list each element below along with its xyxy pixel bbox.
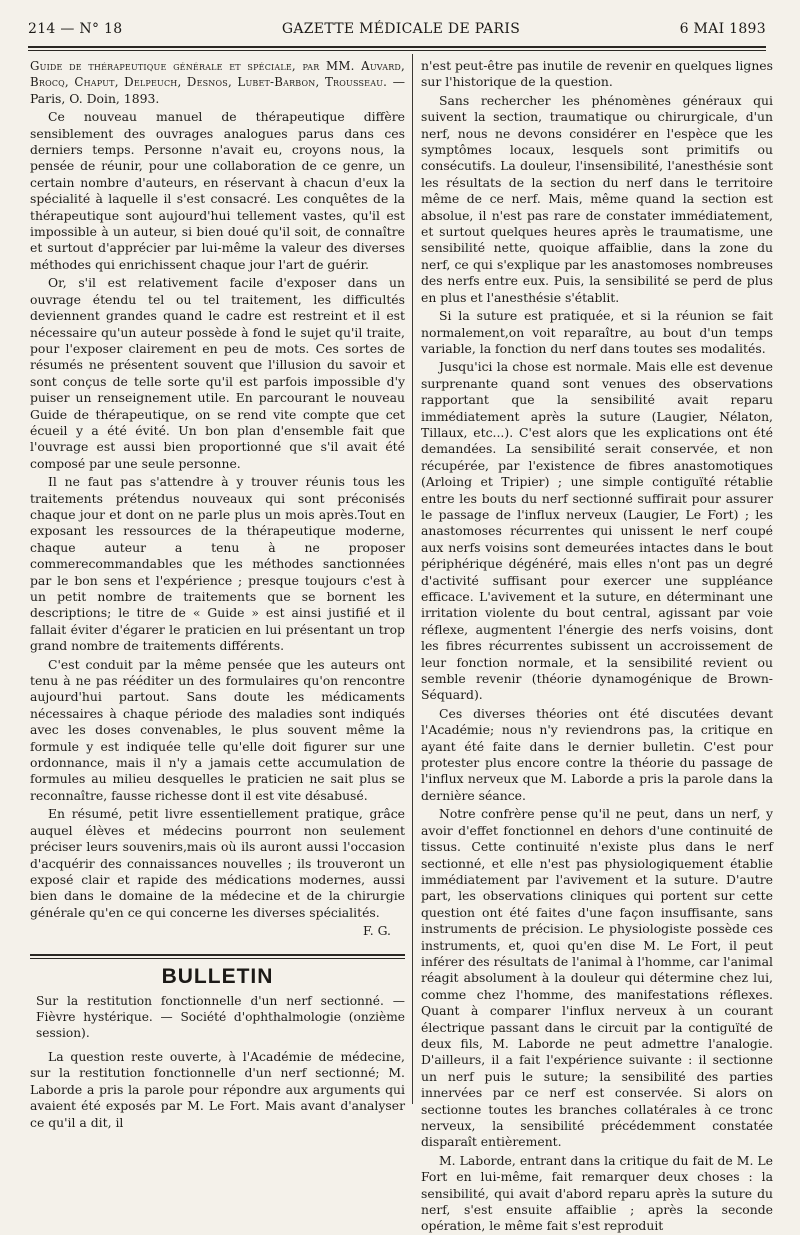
review-paragraph: Il ne faut pas s'attendre à y trouver réunis tous les traitements prétendus nouveaux qui sont préconisés chaque jour et dont on ne parle plus un mois après.Tout en exposant les ressources de la thérapeutique moderne, chaque auteur a tenu à ne proposer commerecommandables que les méthodes sanctionnées par le bon sens et l'expérience ; presque toujours c'est à un petit nombre de traitements que se bornent les descriptions; le titre de « Guide » est ainsi justifié et il fallait éviter d'égarer le praticien en lui présentant un trop grand nombre de traitements différents. [30, 474, 405, 654]
article-paragraph: n'est peut-être pas inutile de revenir en quelques lignes sur l'historique de la question. [421, 58, 773, 90]
review-paragraph: En résumé, petit livre essentiellement pratique, grâce auquel élèves et médecins pourront non seulement préciser leurs souvenirs,mais où ils auront aussi l'occasion d'acquérir des connaissances nouvelles ; ils trouveront un exposé clair et rapide des médications modernes, aussi bien dans le domaine de la médecine et de la chirurgie générale qu'en ce qui concerne les diverses spécialités. [30, 806, 405, 920]
review-paragraph: Ce nouveau manuel de thérapeutique diffère sensiblement des ouvrages analogues parus dans ces derniers temps. Personne n'avait eu, croyons nous, la pensée de réunir, pour une collaboration de ce genre, un certain nombre d'auteurs, en réservant à chacun d'eux la spécialité à laquelle il s'est consacré. Les conquêtes de la thérapeutique sont aujourd'hui tellement vastes, qu'il est impossible à un auteur, si bien doué qu'il soit, de connaître et surtout d'apprécier par lui-même la valeur des diverses méthodes qui enrichissent chaque jour l'art de guérir. [30, 109, 405, 272]
bulletin-intro: La question reste ouverte, à l'Académie de médecine, sur la restitution fonctionnelle d'un nerf sectionné; M. Laborde a pris la parole pour répondre aux arguments qui avaient été exposés par M. Le Fort. Mais avant d'analyser ce qu'il a dit, il [30, 1048, 405, 1130]
review-heading [30, 58, 405, 107]
review-paragraph: C'est conduit par la même pensée que les auteurs ont tenu à ne pas rééditer un des formulaires qu'on rencontre aujourd'hui partout. Sans doute les médicaments nécessaires à chaque période des maladies sont indiqués avec les doses convenables, le plus souvent même la formule y est indiquée telle qu'elle doit figurer sur une ordonnance, mais il n'y a jamais cette accumulation de formules au milieu desquelles le praticien ne sait plus se reconnaître, fausse richesse dont il est vite désabusé. [30, 656, 405, 803]
bulletin-rule-thin [30, 958, 405, 959]
review-heading-title: Guide de thérapeutique générale et spéciale, par MM. Auvard, Brocq, Chaput, Delpeuch, Desnos, Lubet-Barbon, Trousseau. [30, 59, 405, 90]
review-heading-publisher: — Paris, O. Doin, 1893. [30, 74, 405, 106]
issue-date: 6 MAI 1893 [679, 21, 766, 37]
article-paragraph: Ces diverses théories ont été discutées devant l'Académie; nous n'y reviendrons pas, la critique en ayant été faite dans le dernier bulletin. C'est pour protester plus encore contre la théorie du passage de l'influx nerveux que M. Laborde a pris la parole dans la dernière séance. [421, 705, 773, 803]
page-number: 214 — N° 18 [28, 21, 123, 37]
column-divider [412, 54, 413, 1104]
bulletin-subtitle: Sur la restitution fonctionnelle d'un nerf sectionné. — Fièvre hystérique. — Société d'ophthalmologie (onzième session). [36, 993, 405, 1040]
header-rule-thin [28, 50, 766, 51]
bulletin-title: BULLETIN [161, 964, 274, 988]
review-paragraph: Or, s'il est relativement facile d'exposer dans un ouvrage étendu tel ou tel traitement, les difficultés deviennent grandes quand le cadre est restreint et il est nécessaire qu'un auteur possède à fond le sujet qu'il traite, pour l'exposer clairement en peu de mots. Ces sortes de résumés ne présentent souvent que l'illusion du savoir et sont conçus de telle sorte qu'il est parfois impossible d'y puiser un renseignement utile. En parcourant le nouveau Guide de thérapeutique, on se rend vite compte que cet écueil y a été évité. Un bon plan d'ensemble fait que l'ouvrage est aussi bien proportionné que s'il avait été composé par une seule personne. [30, 275, 405, 471]
article-paragraph: M. Laborde, entrant dans la critique du fait de M. Le Fort en lui-même, fait remarquer deux choses : la sensibilité, qui avait d'abord reparu après la suture du nerf, s'est ensuite affaiblie ; après la seconde opération, le même fait s'est reproduit [421, 1152, 773, 1234]
article-paragraph: Jusqu'ici la chose est normale. Mais elle est devenue surprenante quand sont venues des observations rapportant que la sensibilité avait reparu immédiatement après la suture (Laugier, Nélaton, Tillaux, etc...). C'est alors que les explications ont été demandées. La sensibilité serait conservée, et non récupérée, par l'existence de fibres anastomotiques (Arloing et Tripier) ; une simple contiguïté rétablie entre les bouts du nerf sectionné suffirait pour assurer le passage de l'influx nerveux (Laugier, Le Fort) ; les anastomoses récurrentes qui unissent le nerf coupé aux nerfs voisins sont demeurées intactes dans le bout périphérique dégénéré, mais elles n'ont pas un degré d'activité suffisant pour exercer une suppléance efficace. L'avivement et la suture, en déterminant une irritation violente du bout central, agissant par voie réflexe, augmentent l'énergie des nerfs voisins, dont les fibres récurrentes subissent un accroissement de leur fonction normale, et la sensibilité revient ou semble revenir (théorie dynamogénique de Brown-Séquard). [421, 359, 773, 703]
bulletin-rule [30, 954, 405, 956]
left-column [30, 58, 405, 1130]
article-paragraph: Sans rechercher les phénomènes généraux qui suivent la section, traumatique ou chirurgicale, d'un nerf, nous ne devons considérer en l'espèce que les symptômes locaux, lesquels sont primitifs ou consécutifs. La douleur, l'insensibilité, l'anesthésie sont les résultats de la section du nerf dans le territoire même de ce nerf. Mais, même quand la section est absolue, il n'est pas rare de constater immédiatement, et surtout quelques heures après le traumatisme, une sensibilité nette, quoique affaiblie, dans la zone du nerf, ce qui s'explique par les anastomoses nombreuses des nerfs entre eux. Puis, la sensibilité se perd de plus en plus et l'anesthésie s'établit. [421, 92, 773, 305]
page-header [28, 14, 766, 44]
journal-title: GAZETTE MÉDICALE DE PARIS [281, 21, 521, 37]
article-paragraph: Notre confrère pense qu'il ne peut, dans un nerf, y avoir d'effet fonctionnel en dehors d'une continuité de tissus. Cette continuité n'existe plus dans le nerf sectionné, et elle n'est pas physiologiquement établie immédiatement par l'avivement et la suture. D'autre part, les observations cliniques qui portent sur cette question ont été faites d'une façon insuffisante, sans instruments de précision. Le physiologiste possède ces instruments, et, quoi qu'en dise M. Le Fort, il peut inférer des résultats de l'animal à l'homme, car l'animal réagit absolument à la douleur qui détermine chez lui, comme chez l'homme, des manifestations réflexes. Quant à comparer l'influx nerveux à un courant électrique passant dans le circuit par la contiguïté de deux fils, M. Laborde ne peut admettre l'analogie. D'ailleurs, il a fait l'expérience suivante : il sectionne un nerf puis le suture; la sensibilité des parties innervées par ce nerf est conservée. Si alors on sectionne toutes les branches collatérales à ce tronc nerveux, la sensibilité précédemment constatée disparaît entièrement. [421, 806, 773, 1150]
review-signature: F. G. [363, 923, 391, 939]
right-column [421, 58, 773, 1234]
header-rule [28, 46, 766, 48]
article-paragraph: Si la suture est pratiquée, et si la réunion se fait normalement,on voit reparaître, au bout d'un temps variable, la fonction du nerf dans toutes ses modalités. [421, 308, 773, 356]
